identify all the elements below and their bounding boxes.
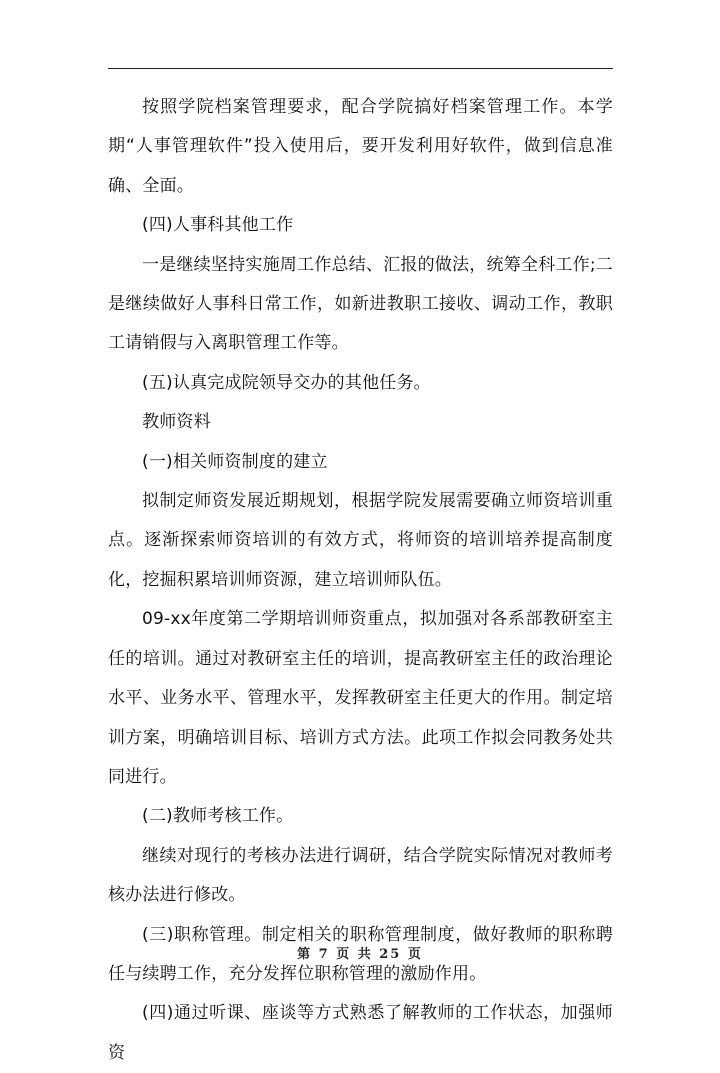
heading-other-personnel-work: (四)人事科其他工作 (142, 215, 294, 236)
section-title-teacher-data: 教师资料 (142, 412, 211, 433)
page-number: 第 7 页 共 25 页 (297, 947, 423, 962)
header-rule (108, 68, 613, 69)
heading-faculty-system: (一)相关师资制度的建立 (142, 451, 328, 472)
heading-other-tasks: (五)认真完成院领导交办的其他任务。 (142, 372, 431, 393)
paragraph-training-plan: 拟制定师资发展近期规划，根据学院发展需要确立师资培训重点。逐渐探索师资培训的有效方式，将师资的培训培养提高制度化，挖掘积累培训师资源，建立培训师队伍。 (108, 491, 613, 590)
paragraph-assessment-research: 继续对现行的考核办法进行调研，结合学院实际情况对教师考核办法进行修改。 (108, 845, 613, 906)
paragraph-title-management: (三)职称管理。制定相关的职称管理制度，做好教师的职称聘任与续聘工作，充分发挥位职称管理的激励作用。 (108, 924, 613, 984)
paragraph-semester-training: 09-xx年度第二学期培训师资重点，拟加强对各系部教研室主任的培训。通过对教研室主任的培训，提高教研室主任的政治理论水平、业务水平、管理水平，发挥教研室主任更大的作用。制定培训方案，明确培训目标、培训方式方法。此项工作拟会同教务处共同进行。 (108, 609, 613, 787)
heading-teacher-assessment: (二)教师考核工作。 (142, 806, 294, 827)
paragraph-archive-management: 按照学院档案管理要求，配合学院搞好档案管理工作。本学期“人事管理软件”投入使用后，要开发利用好软件，做到信息准确、全面。 (108, 97, 613, 196)
document-body (108, 88, 613, 1073)
paragraph-personnel-work: 一是继续坚持实施周工作总结、汇报的做法，统筹全科工作;二是继续做好人事科日常工作，如新进教职工接收、调动工作，教职工请销假与入离职管理工作等。 (108, 254, 613, 354)
paragraph-teacher-status: (四)通过听课、座谈等方式熟悉了解教师的工作状态，加强师资 (108, 1003, 613, 1063)
